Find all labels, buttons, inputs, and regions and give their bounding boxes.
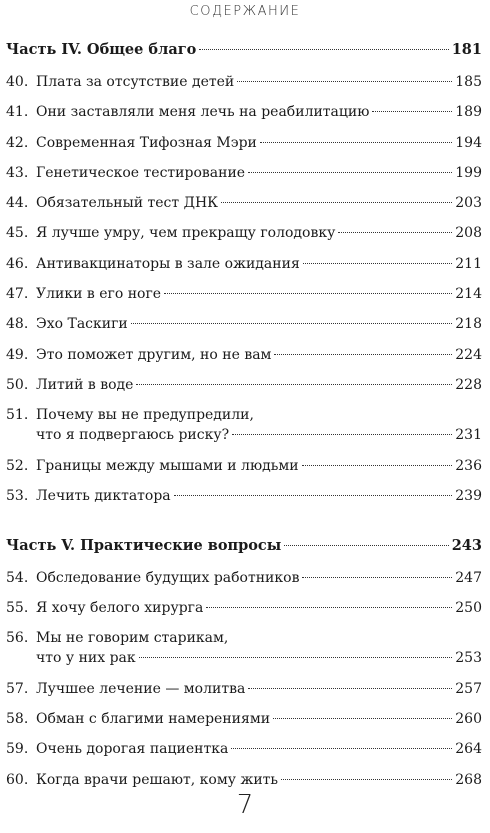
chapter-number: 55.	[6, 600, 29, 617]
chapter-number: 56.	[6, 630, 29, 647]
chapter-number: 51.	[6, 407, 29, 424]
chapter-number: 54.	[6, 569, 29, 586]
chapter-title: Литий в воде	[36, 376, 134, 393]
chapter-number: 57.	[6, 680, 29, 697]
chapter-title: Антивакцинаторы в зале ожидания	[36, 255, 300, 272]
leader-dots	[232, 434, 452, 435]
chapter-title: Лечить диктатора	[36, 487, 171, 504]
chapter-number: 52.	[6, 457, 29, 474]
page-number: 7	[236, 790, 254, 820]
chapter-number: 49.	[6, 346, 29, 363]
chapter-title: Когда врачи решают, кому жить	[36, 771, 279, 788]
leader-dots	[139, 657, 453, 658]
chapter-title-line1: Мы не говорим старикам,	[36, 630, 229, 647]
toc-item[interactable]	[6, 314, 482, 334]
leader-dots	[248, 688, 452, 689]
page-ref: 264	[455, 741, 482, 758]
toc-item[interactable]	[6, 345, 482, 365]
toc-items-part4	[6, 72, 482, 395]
chapter-title: Улики в его ноге	[36, 286, 162, 303]
leader-dots	[284, 545, 448, 546]
chapter-title: Обман с благими намерениями	[36, 711, 271, 728]
page-ref: 208	[455, 225, 482, 242]
leader-dots	[248, 172, 452, 173]
part-title: Часть IV. Общее благо	[6, 41, 197, 58]
toc-item[interactable]	[6, 133, 482, 153]
toc-part-4[interactable]	[6, 40, 482, 60]
toc-item[interactable]	[6, 739, 482, 759]
leader-dots	[221, 202, 452, 203]
toc-part-5[interactable]	[6, 536, 482, 556]
chapter-number: 45.	[6, 225, 29, 242]
chapter-number: 46.	[6, 255, 29, 272]
chapter-title: Я лучше умру, чем прекращу голодовку	[36, 225, 336, 242]
chapter-number: 58.	[6, 711, 29, 728]
chapter-number: 48.	[6, 316, 29, 333]
toc-item[interactable]	[6, 193, 482, 213]
page-ref: 268	[455, 771, 482, 788]
leader-dots	[372, 111, 452, 112]
chapter-number: 60.	[6, 771, 29, 788]
leader-dots	[302, 577, 452, 578]
chapter-title: Современная Тифозная Мэри	[36, 134, 257, 151]
chapter-title: Очень дорогая пациентка	[36, 741, 229, 758]
toc-item[interactable]	[6, 598, 482, 618]
chapter-title: Эхо Таскиги	[36, 316, 128, 333]
toc-item[interactable]	[6, 254, 482, 274]
leader-dots	[136, 384, 452, 385]
chapter-number: 59.	[6, 741, 29, 758]
toc-item[interactable]	[6, 568, 482, 588]
toc-item[interactable]	[6, 679, 482, 699]
page-ref: 214	[455, 286, 482, 303]
toc-item[interactable]	[6, 223, 482, 243]
leader-dots	[338, 232, 452, 233]
chapter-title: Обследование будущих работников	[36, 569, 300, 586]
chapter-title: Это поможет другим, но не вам	[36, 346, 272, 363]
page-ref: 194	[455, 134, 482, 151]
chapter-number: 44.	[6, 195, 29, 212]
leader-dots	[231, 748, 452, 749]
leader-dots	[273, 718, 452, 719]
toc-item[interactable]	[6, 284, 482, 304]
leader-dots	[174, 495, 453, 496]
toc-item[interactable]	[6, 709, 482, 729]
chapter-title: Лучшее лечение — молитва	[36, 680, 246, 697]
page-ref: 236	[455, 457, 482, 474]
toc-item[interactable]	[6, 72, 482, 92]
chapter-number: 47.	[6, 286, 29, 303]
page-ref: 218	[455, 316, 482, 333]
chapter-title-line2: что я подвергаюсь риску?	[36, 427, 230, 444]
page-ref: 211	[455, 255, 482, 272]
page-ref: 243	[451, 536, 482, 554]
chapter-title-line2: что у них рак	[36, 650, 136, 667]
chapter-title: Генетическое тестирование	[36, 164, 246, 181]
leader-dots	[281, 779, 452, 780]
table-of-contents	[6, 40, 482, 800]
page-ref: 224	[455, 346, 482, 363]
leader-dots	[274, 354, 452, 355]
running-header: СОДЕРЖАНИЕ	[189, 4, 301, 19]
leader-dots	[131, 323, 453, 324]
toc-item-multiline[interactable]	[6, 405, 482, 445]
leader-dots	[237, 81, 452, 82]
chapter-number: 50.	[6, 376, 29, 393]
chapter-number: 41.	[6, 104, 29, 121]
leader-dots	[260, 142, 452, 143]
chapter-title: Границы между мышами и людьми	[36, 457, 299, 474]
leader-dots	[303, 263, 452, 264]
page-ref: 189	[455, 104, 482, 121]
page-ref: 181	[451, 41, 482, 58]
page-ref: 260	[455, 711, 482, 728]
leader-dots	[199, 49, 448, 50]
chapter-title: Я хочу белого хирурга	[36, 600, 204, 617]
toc-item[interactable]	[6, 770, 482, 790]
page-ref: 253	[455, 650, 482, 667]
leader-dots	[206, 607, 452, 608]
page-ref: 247	[455, 569, 482, 586]
toc-item[interactable]	[6, 102, 482, 122]
leader-dots	[164, 293, 452, 294]
toc-item[interactable]	[6, 456, 482, 476]
page-ref: 257	[455, 680, 482, 697]
page-ref: 199	[455, 164, 482, 181]
page-ref: 239	[455, 487, 482, 504]
toc-item-multiline[interactable]	[6, 628, 482, 668]
part-title: Часть V. Практические вопросы	[6, 536, 282, 554]
page-ref: 231	[455, 427, 482, 444]
page-ref: 203	[455, 195, 482, 212]
toc-item[interactable]	[6, 486, 482, 506]
chapter-title: Они заставляли меня лечь на реабилитацию	[36, 104, 370, 121]
toc-item[interactable]	[6, 163, 482, 183]
page-ref: 185	[455, 74, 482, 90]
leader-dots	[302, 465, 453, 466]
chapter-title: Плата за отсутствие детей	[36, 74, 235, 90]
chapter-number: 43.	[6, 164, 29, 181]
page-ref: 228	[455, 376, 482, 393]
chapter-title: Обязательный тест ДНК	[36, 195, 219, 212]
chapter-title-line1: Почему вы не предупредили,	[36, 407, 254, 424]
chapter-number: 42.	[6, 134, 29, 151]
chapter-number: 53.	[6, 487, 29, 504]
chapter-number: 40.	[6, 74, 29, 90]
toc-item[interactable]	[6, 375, 482, 395]
page-ref: 250	[455, 600, 482, 617]
